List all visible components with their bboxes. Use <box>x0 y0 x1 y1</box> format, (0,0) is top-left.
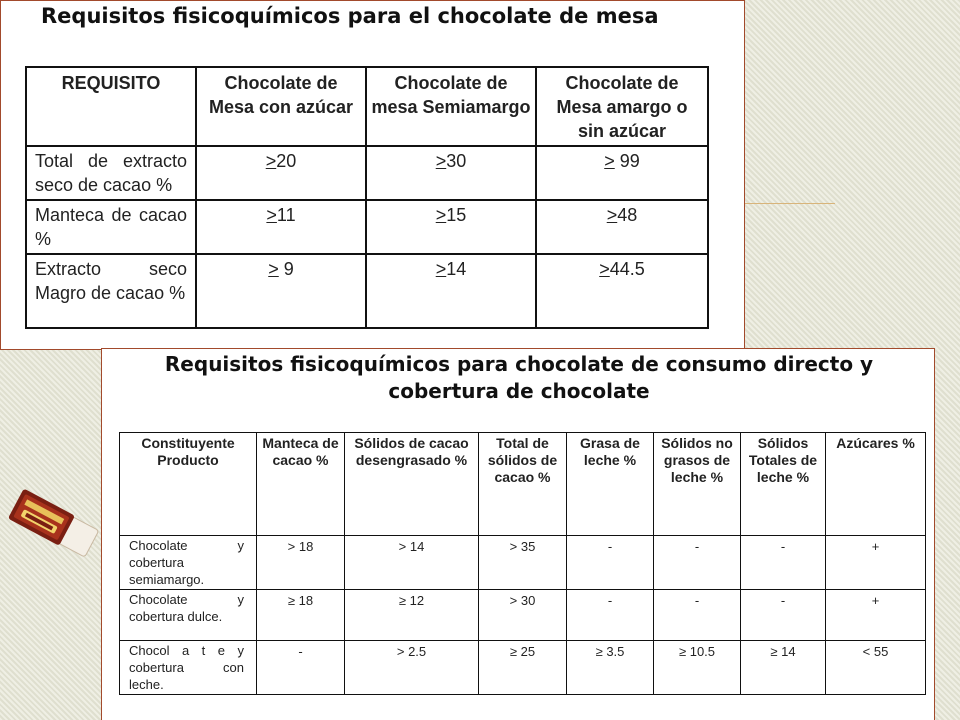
header-cell: Sólidos de cacao desengrasado % <box>345 433 479 536</box>
value-cell: >15 <box>366 200 536 254</box>
header-cell: Chocolate de Mesa amargo o sin azúcar <box>536 67 708 146</box>
value-cell: - <box>654 590 741 641</box>
table1-title: Requisitos fisicoquímicos para el chocolate de mesa <box>41 4 659 28</box>
row-label: Extracto seco Magro de cacao % <box>26 254 196 328</box>
header-cell: Constituyente Producto <box>120 433 257 536</box>
table-row <box>120 641 926 695</box>
value-cell: + <box>826 590 926 641</box>
header-cell: Total de sólidos de cacao % <box>479 433 567 536</box>
value-cell: > 99 <box>536 146 708 200</box>
table-row <box>26 146 708 200</box>
value-cell: >44.5 <box>536 254 708 328</box>
row-label: Chocol a t e y cobertura con leche. <box>120 641 257 695</box>
table-row <box>26 254 708 328</box>
value-cell: - <box>567 536 654 590</box>
value-cell: > 9 <box>196 254 366 328</box>
header-cell: Chocolate de mesa Semiamargo <box>366 67 536 146</box>
value-cell: >30 <box>366 146 536 200</box>
value-cell: > 18 <box>257 536 345 590</box>
header-cell: Manteca de cacao % <box>257 433 345 536</box>
table2-title-line1: Requisitos fisicoquímicos para chocolate de consumo directo y <box>164 352 874 376</box>
table-header-row <box>26 67 708 146</box>
table-chocolate-de-mesa <box>25 66 709 329</box>
value-cell: > 30 <box>479 590 567 641</box>
value-cell: ≥ 14 <box>741 641 826 695</box>
table2-title <box>102 351 936 405</box>
table-consumo-directo <box>119 432 926 695</box>
value-cell: >20 <box>196 146 366 200</box>
value-cell: ≥ 10.5 <box>654 641 741 695</box>
value-cell: >14 <box>366 254 536 328</box>
value-cell: < 55 <box>826 641 926 695</box>
table-row <box>26 200 708 254</box>
value-cell: ≥ 12 <box>345 590 479 641</box>
row-label: Total de extracto seco de cacao % <box>26 146 196 200</box>
table2-title-line2: cobertura de chocolate <box>388 379 650 403</box>
row-label: Chocolate y cobertura semiamargo. <box>120 536 257 590</box>
decorative-divider <box>745 203 835 204</box>
table-row <box>120 590 926 641</box>
header-cell: Sólidos no grasos de leche % <box>654 433 741 536</box>
value-cell: >11 <box>196 200 366 254</box>
value-cell: - <box>567 590 654 641</box>
value-cell: - <box>654 536 741 590</box>
value-cell: - <box>741 590 826 641</box>
header-cell: REQUISITO <box>26 67 196 146</box>
value-cell: > 14 <box>345 536 479 590</box>
row-label: Manteca de cacao % <box>26 200 196 254</box>
value-cell: ≥ 18 <box>257 590 345 641</box>
table-panel-chocolate-de-mesa <box>0 0 745 350</box>
value-cell: ≥ 25 <box>479 641 567 695</box>
value-cell: >48 <box>536 200 708 254</box>
header-cell: Sólidos Totales de leche % <box>741 433 826 536</box>
value-cell: > 35 <box>479 536 567 590</box>
value-cell: + <box>826 536 926 590</box>
header-cell: Grasa de leche % <box>567 433 654 536</box>
value-cell: > 2.5 <box>345 641 479 695</box>
table-panel-consumo-directo <box>101 348 935 720</box>
value-cell: - <box>257 641 345 695</box>
header-cell: Chocolate de Mesa con azúcar <box>196 67 366 146</box>
row-label: Chocolate y cobertura dulce. <box>120 590 257 641</box>
table-row <box>120 536 926 590</box>
value-cell: ≥ 3.5 <box>567 641 654 695</box>
chocolate-bar-icon <box>2 480 102 570</box>
table-header-row <box>120 433 926 536</box>
header-cell: Azúcares % <box>826 433 926 536</box>
value-cell: - <box>741 536 826 590</box>
